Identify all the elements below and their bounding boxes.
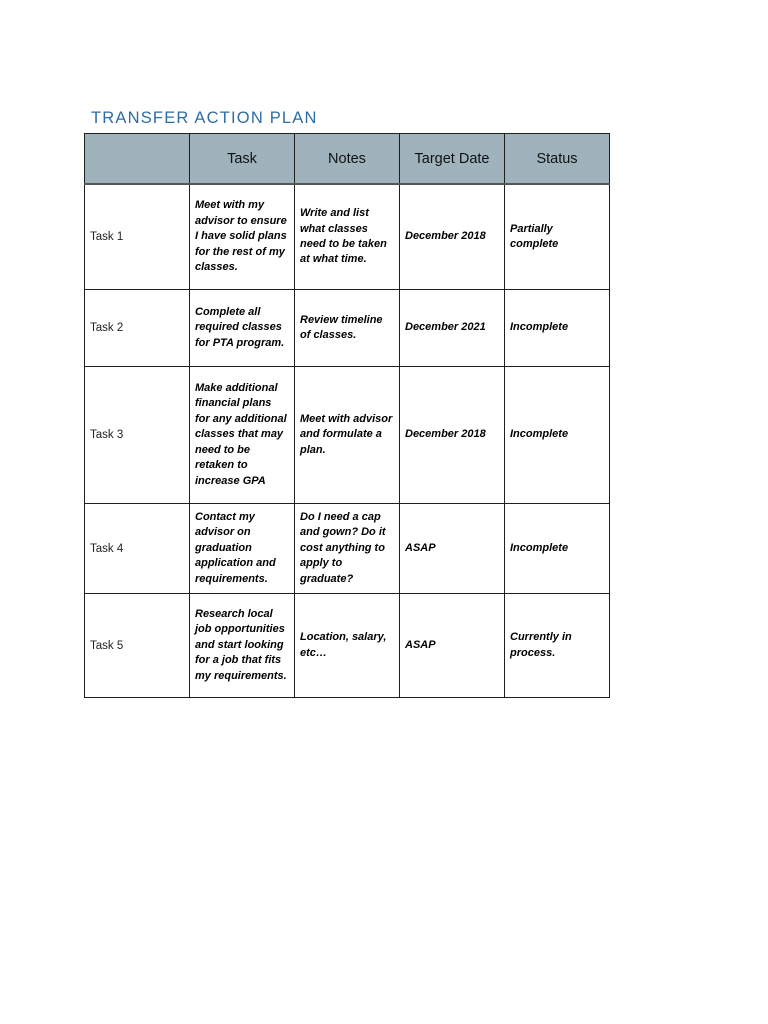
row-label: Task 4 (85, 504, 190, 594)
target-date-cell: ASAP (400, 504, 505, 594)
status-cell: Currently in process. (505, 594, 610, 698)
row-label: Task 5 (85, 594, 190, 698)
table-row (85, 504, 610, 594)
notes-cell: Review timeline of classes. (295, 290, 400, 367)
status-cell: Partially complete (505, 184, 610, 290)
notes-cell: Do I need a cap and gown? Do it cost anything to apply to graduate? (295, 504, 400, 594)
task-cell: Research local job opportunities and start looking for a job that fits my requirements. (190, 594, 295, 698)
page-title: TRANSFER ACTION PLAN (91, 109, 318, 127)
action-plan-table (84, 133, 610, 698)
task-cell: Make additional financial plans for any additional classes that may need to be retaken to increase GPA (190, 367, 295, 504)
table-header-row (85, 134, 610, 185)
target-date-cell: December 2018 (400, 184, 505, 290)
task-cell: Contact my advisor on graduation application and requirements. (190, 504, 295, 594)
target-date-cell: December 2018 (400, 367, 505, 504)
status-cell: Incomplete (505, 367, 610, 504)
header-status: Status (505, 134, 610, 185)
notes-cell: Meet with advisor and formulate a plan. (295, 367, 400, 504)
table-row (85, 594, 610, 698)
header-blank (85, 134, 190, 185)
row-label: Task 1 (85, 184, 190, 290)
header-target-date: Target Date (400, 134, 505, 185)
header-task: Task (190, 134, 295, 185)
table-row (85, 184, 610, 290)
target-date-cell: ASAP (400, 594, 505, 698)
target-date-cell: December 2021 (400, 290, 505, 367)
row-label: Task 3 (85, 367, 190, 504)
header-notes: Notes (295, 134, 400, 185)
table-row (85, 367, 610, 504)
task-cell: Complete all required classes for PTA program. (190, 290, 295, 367)
row-label: Task 2 (85, 290, 190, 367)
table-row (85, 290, 610, 367)
status-cell: Incomplete (505, 504, 610, 594)
task-cell: Meet with my advisor to ensure I have solid plans for the rest of my classes. (190, 184, 295, 290)
status-cell: Incomplete (505, 290, 610, 367)
notes-cell: Write and list what classes need to be taken at what time. (295, 184, 400, 290)
notes-cell: Location, salary, etc… (295, 594, 400, 698)
